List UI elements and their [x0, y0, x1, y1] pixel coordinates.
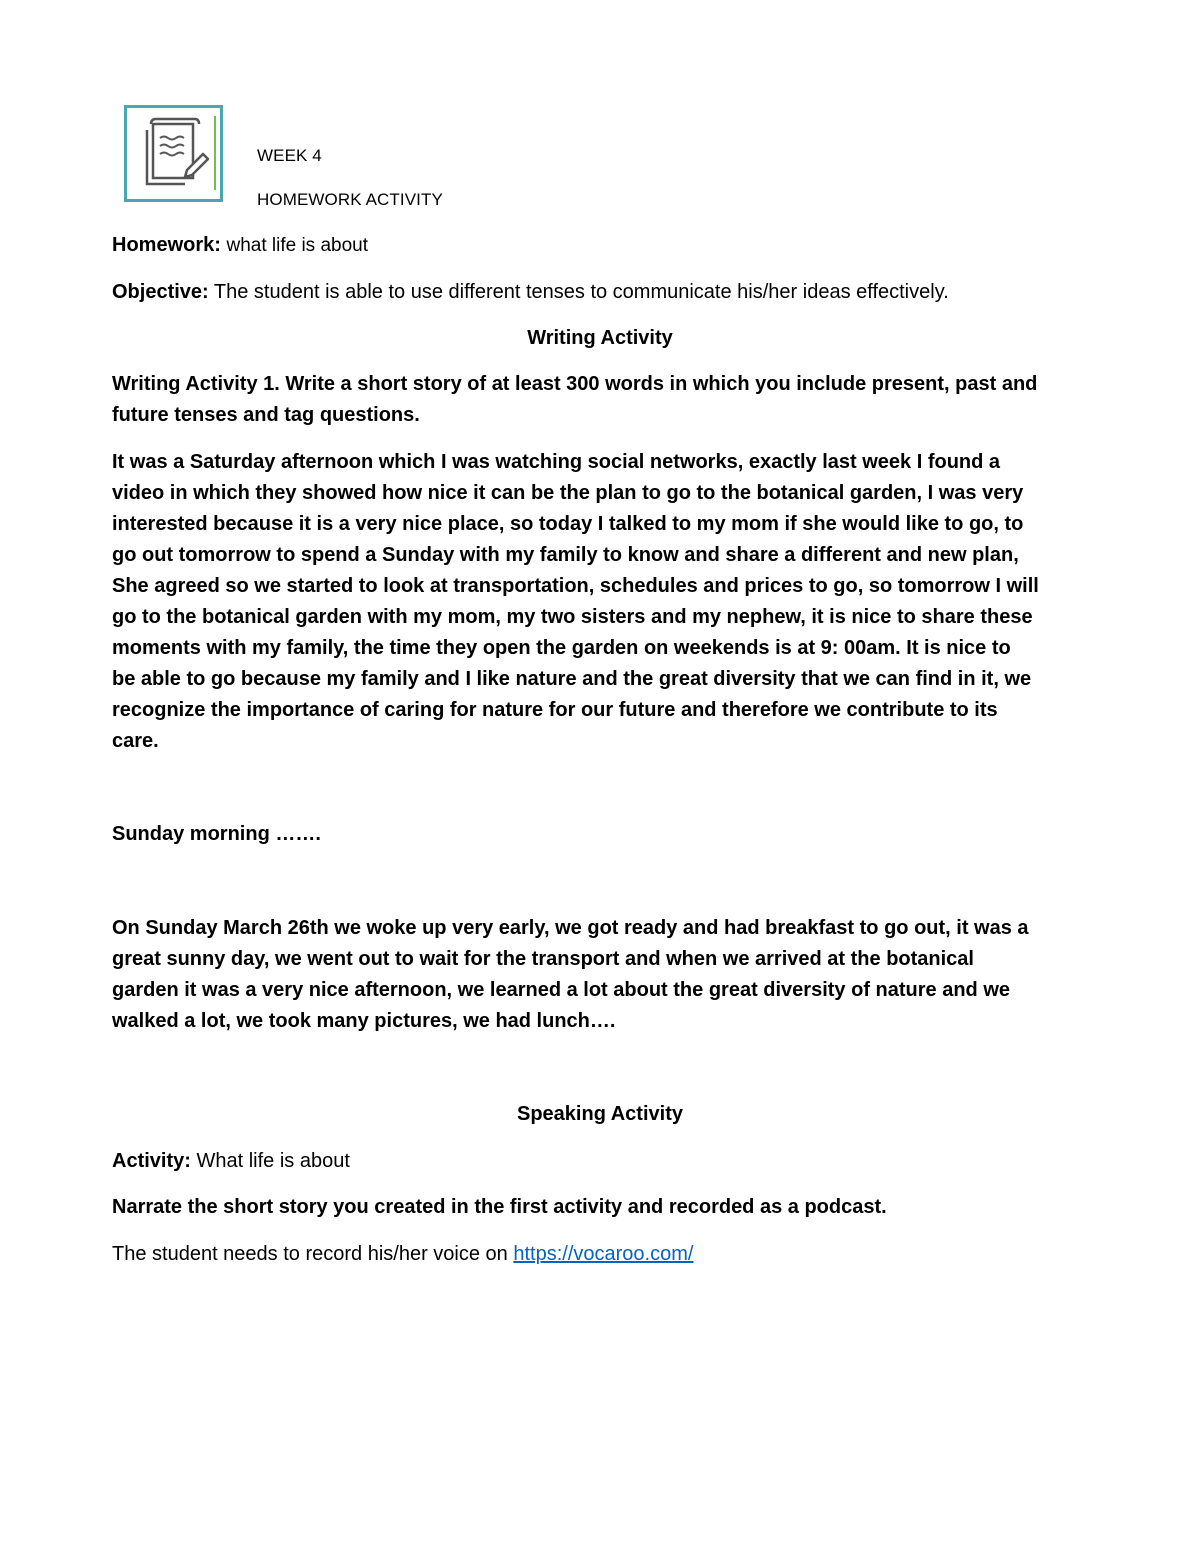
objective-value: The student is able to use different tenses to communicate his/her ideas effectively.: [213, 281, 949, 303]
writing-activity-heading: Writing Activity: [527, 327, 673, 349]
story-line: go to the botanical garden with my mom, my two sisters and my nephew, it is nice to share these: [112, 606, 1033, 628]
speaking-activity-heading: Speaking Activity: [517, 1103, 683, 1125]
story-line: video in which they showed how nice it can be the plan to go to the botanical garden, I was very: [112, 482, 1024, 504]
story-paragraph: [112, 447, 1080, 757]
week-label: WEEK 4: [257, 146, 322, 165]
sunday-line: walked a lot, we took many pictures, we had lunch….: [112, 1010, 616, 1032]
objective-label: Objective:: [112, 281, 209, 303]
activity-label: Activity:: [112, 1150, 191, 1172]
story-line: It was a Saturday afternoon which I was watching social networks, exactly last week I found a: [112, 451, 1001, 473]
sunday-paragraph: [112, 913, 1080, 1037]
story-line: go out tomorrow to spend a Sunday with my family to know and share a different and new plan,: [112, 544, 1019, 566]
homework-line: [112, 234, 368, 257]
sunday-line: On Sunday March 26th we woke up very early, we got ready and had breakfast to go out, it was a: [112, 917, 1029, 939]
sunday-line: great sunny day, we went out to wait for the transport and when we arrived at the botanical: [112, 948, 974, 970]
objective-line: [112, 281, 949, 304]
story-line: interested because it is a very nice place, so today I talked to my mom if she would like to go, to: [112, 513, 1024, 535]
sunday-heading: Sunday morning …….: [112, 823, 321, 845]
activity-line: [112, 1150, 350, 1173]
activity-value: What life is about: [196, 1150, 350, 1172]
record-text: The student needs to record his/her voice on: [112, 1243, 508, 1265]
homework-label: Homework:: [112, 234, 221, 256]
sunday-line: garden it was a very nice afternoon, we learned a lot about the great diversity of nature and we: [112, 979, 1011, 1001]
story-line: moments with my family, the time they open the garden on weekends is at 9: 00am. It is nice to: [112, 637, 1011, 659]
vocaroo-link[interactable]: https://vocaroo.com/: [513, 1243, 694, 1265]
writing-instruction: [112, 369, 1080, 431]
narrate-instruction: Narrate the short story you created in the first activity and recorded as a podcast.: [112, 1196, 887, 1218]
story-line: be able to go because my family and I like nature and the great diversity that we can find in it, we: [112, 668, 1032, 690]
record-line: [112, 1243, 693, 1266]
homework-activity-title: HOMEWORK ACTIVITY: [257, 190, 443, 209]
instruction-line: Writing Activity 1. Write a short story of at least 300 words in which you include present, past and: [112, 373, 1038, 395]
story-line: She agreed so we started to look at transportation, schedules and prices to go, so tomorrow I will: [112, 575, 1039, 597]
instruction-line: future tenses and tag questions.: [112, 404, 420, 426]
story-line: recognize the importance of caring for nature for our future and therefore we contribute to its: [112, 699, 998, 721]
notepad-pencil-icon: [124, 105, 223, 202]
homework-value: what life is about: [226, 235, 368, 256]
story-line: care.: [112, 730, 159, 752]
